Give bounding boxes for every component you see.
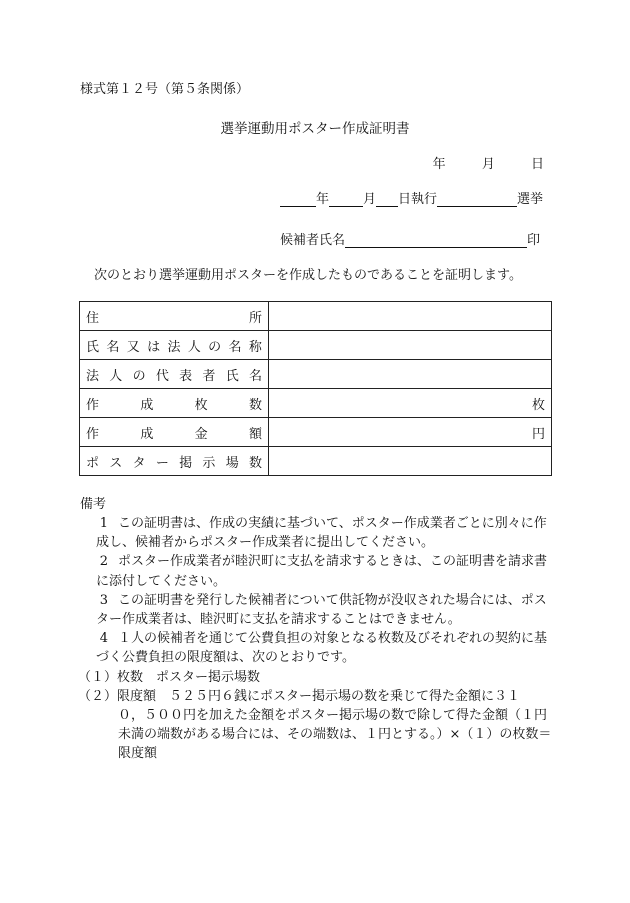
table-row [80,418,552,447]
date-day-label: 日 [530,157,544,172]
row-label: 氏 名 又 は 法 人 の 名 称 [80,331,269,360]
row-value[interactable] [269,447,552,476]
row-value[interactable] [269,302,552,331]
table-row [80,389,552,418]
note-item: 4 １人の候補者を通じて公費負担の対象となる枚数及びそれぞれの契約に基づく公費負担の限度額は、次のとおりです。 [96,631,548,666]
election-year-label: 年 [316,192,330,207]
row-value[interactable]: 枚 [269,389,552,418]
election-line [280,188,543,207]
note-item: 1 この証明書は、作成の実績に基づいて、ポスター作成業者ごとに別々に作成し、候補者からポスター作成業者に提出してください。 [96,516,547,551]
row-value[interactable] [269,360,552,389]
election-label: 選挙 [517,192,544,207]
row-label: 法 人 の 代 表 者 氏 名 [80,360,269,389]
date-month-label: 月 [481,157,495,172]
date-year-label: 年 [432,157,446,172]
notes-list [78,514,552,764]
row-label: 作 成 金 額 [80,418,269,447]
row-label: ポ ス タ ー 掲 示 場 数 [80,447,269,476]
note-sub-item: （２）限度額 ５２５円６銭にポスター掲示場の数を乗じて得た金額に３１ ０，５００円を加えた金額をポスター掲示場の数で除して得た金額（１円未満の端数がある場合には、その端数は、１円とする。）×（１）の枚数＝限度額 [78,688,552,762]
table-row [80,360,552,389]
candidate-line [280,229,540,248]
row-label: 住 所 [80,302,269,331]
certificate-table [79,301,552,476]
notes-title: 備考 [80,497,107,512]
document-title: 選挙運動用ポスター作成証明書 [220,121,410,137]
table-row [80,302,552,331]
table-row [80,447,552,476]
election-month-label: 月 [363,192,377,207]
row-label: 作 成 枚 数 [80,389,269,418]
issue-date [399,153,544,172]
candidate-name-blank[interactable] [345,233,527,248]
day-blank[interactable] [376,192,398,207]
month-blank[interactable] [329,192,363,207]
form-number: 様式第１２号（第５条関係） [80,82,250,97]
candidate-name-label: 候補者氏名 [280,233,346,248]
note-item: 3 この証明書を発行した候補者について供託物が没収された場合には、ポスター作成業者は、睦沢町に支払を請求することはできません。 [96,592,547,628]
row-value[interactable] [269,331,552,360]
seal-label: 印 [527,233,541,248]
election-executed-label: 日執行 [398,192,438,207]
table-row [80,331,552,360]
row-value[interactable]: 円 [269,418,552,447]
note-sub-item: （１）枚数 ポスター掲示場数 [78,669,261,685]
note-item: 2 ポスター作成業者が睦沢町に支払を請求するときは、この証明書を請求書に添付してください。 [96,554,548,589]
year-blank[interactable] [280,192,316,207]
certification-statement: 次のとおり選挙運動用ポスターを作成したものであることを証明します。 [94,268,522,283]
election-name-blank[interactable] [437,192,517,207]
